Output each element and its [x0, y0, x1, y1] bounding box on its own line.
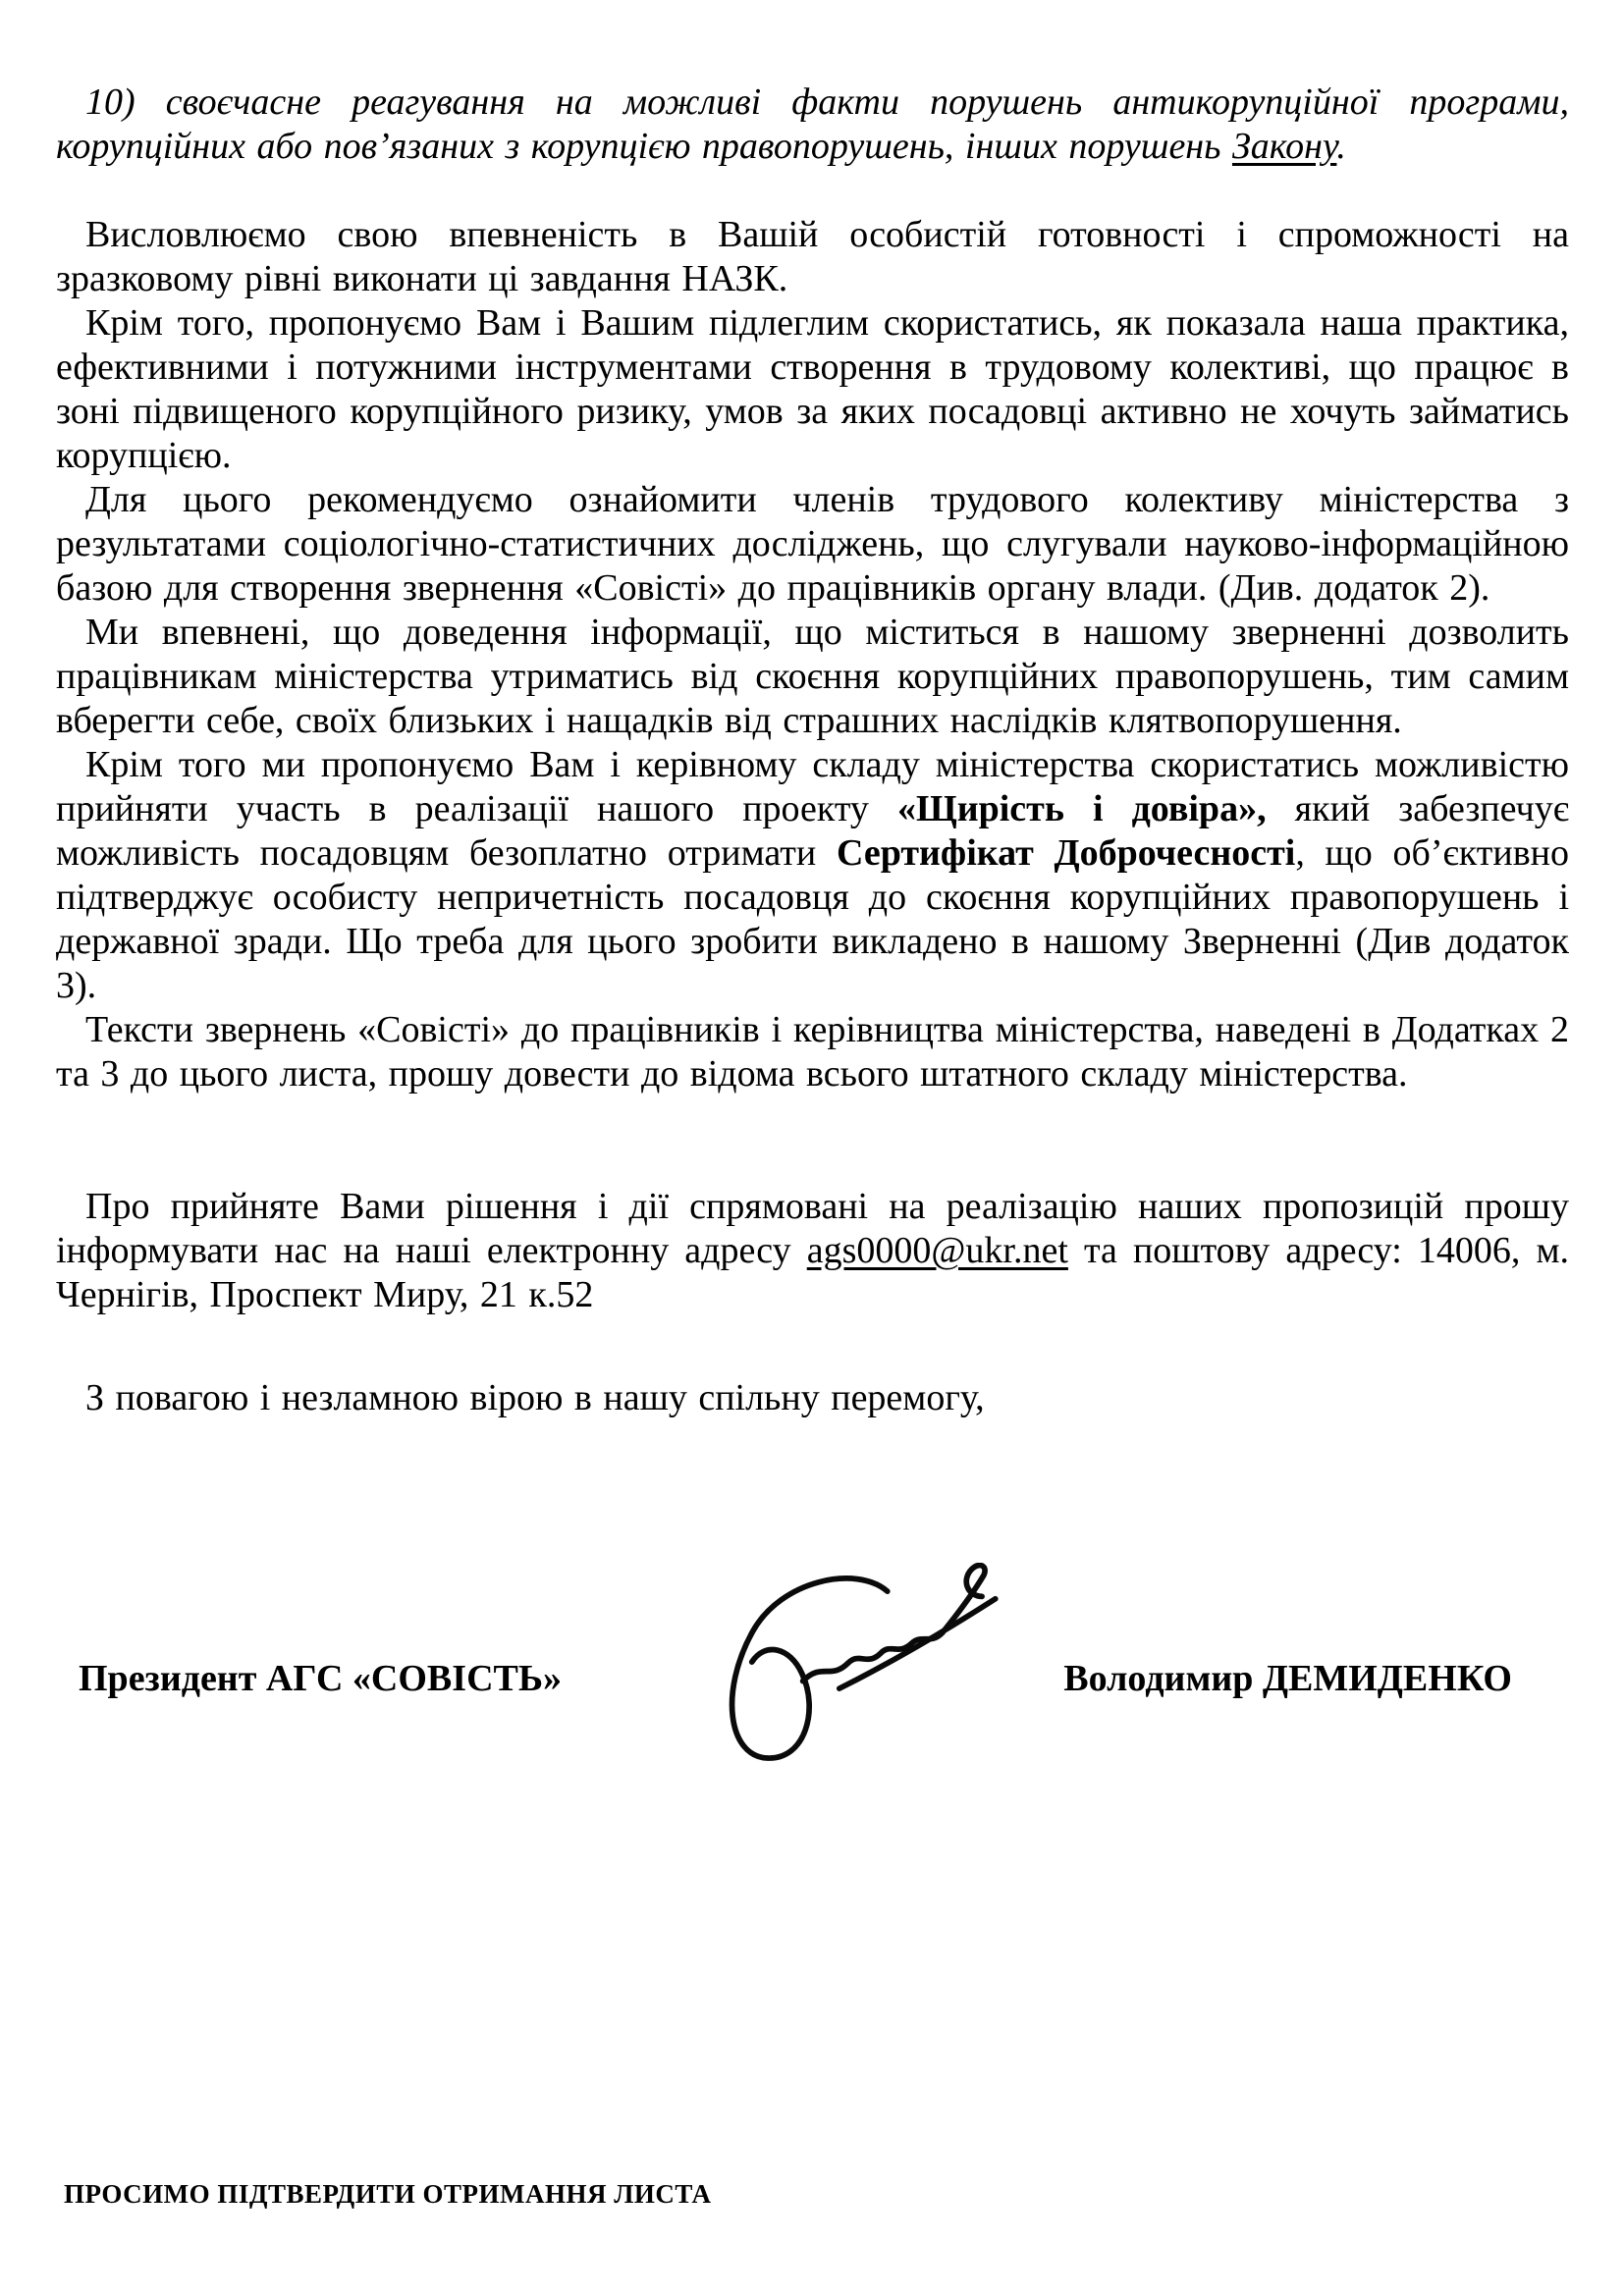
certificate-name: Сертифікат Доброчесності — [836, 832, 1296, 874]
paragraph-recommendation — [56, 478, 1569, 611]
paragraph-closing — [56, 1376, 1569, 1420]
signer-title: Президент АГС «СОВІСТЬ» — [79, 1658, 562, 1699]
text-segment: Висловлюємо свою впевненість в Вашій особистій готовності і спроможності на зразковому рівні виконати ці завдання НАЗК. — [56, 214, 1569, 299]
signature-image — [617, 1563, 1009, 1774]
paragraph-annex-texts — [56, 1008, 1569, 1096]
text-segment: Ми впевнені, що доведення інформації, що міститься в нашому зверненні дозволить працівникам міністерства утриматись від скоєння корупційних правопорушень, тим самим вберегти себе, своїх близьких і нащадків від страшних наслідків клятвопорушення. — [56, 612, 1569, 741]
underlined-term-zakon: Закону — [1231, 126, 1337, 167]
text-segment: Про прийняте Вами рішення і дії спрямовані на реалізацію наших пропозицій прошу інформувати нас на наші електронну адресу — [56, 1186, 1569, 1271]
text-segment: 10) своєчасне реагування на можливі факти порушень антикорупційної програми, корупційних або пов’язаних з корупцією правопорушень, інших порушень — [56, 81, 1569, 167]
email-address: ags0000@ukr.net — [806, 1230, 1068, 1271]
paragraph-confidence — [56, 213, 1569, 301]
paragraph-tools-offer — [56, 301, 1569, 478]
list-item-10 — [56, 80, 1569, 169]
text-segment: , що об’єктивно підтверджує особисту непричетність посадовця до скоєння корупційних правопорушень і державної зради. Що треба для цього зробити викладено в нашому Зверненні (Див додаток 3). — [56, 832, 1569, 1006]
signer-name: Володимир ДЕМИДЕНКО — [1063, 1658, 1512, 1699]
paragraph-assurance — [56, 611, 1569, 743]
text-segment: . — [1336, 126, 1346, 167]
letter-body — [56, 80, 1569, 1420]
paragraph-project-offer — [56, 743, 1569, 1008]
text-segment: який забезпечує можливість посадовцям безоплатно отримати — [56, 788, 1570, 874]
text-segment: Для цього рекомендуємо ознайомити членів трудового колективу міністерства з результатами соціологічно-статистичних досліджень, що слугували науково-інформаційною базою для створення звернення «Совісті» до працівників органу влади. (Див. додаток 2). — [56, 479, 1569, 609]
text-segment: Крім того, пропонуємо Вам і Вашим підлеглим скористатись, як показала наша практика, ефективними і потужними інструментами створення в трудовому колективі, що працює в зоні підвищеного корупційного ризику, умов за яких посадовці активно не хочуть займатись корупцією. — [56, 302, 1569, 476]
text-segment: З повагою і незламною вірою в нашу спільну перемогу, — [85, 1377, 985, 1418]
text-segment: Крім того ми пропонуємо Вам і керівному складу міністерства скористатись можливістю прийняти участь в реалізації нашого проекту — [56, 744, 1569, 829]
text-segment: Тексти звернень «Совісті» до працівників і керівництва міністерства, наведені в Додатках 2 та 3 до цього листа, прошу довести до відома всього штатного складу міністерства. — [56, 1009, 1569, 1095]
receipt-confirmation-note: ПРОСИМО ПІДТВЕРДИТИ ОТРИМАННЯ ЛИСТА — [64, 2179, 712, 2209]
project-name: «Щирість і довіра», — [896, 788, 1267, 829]
paragraph-contact — [56, 1185, 1569, 1317]
text-segment: та поштову адресу: 14006, м. Чернігів, Проспект Миру, 21 к.52 — [56, 1230, 1570, 1315]
